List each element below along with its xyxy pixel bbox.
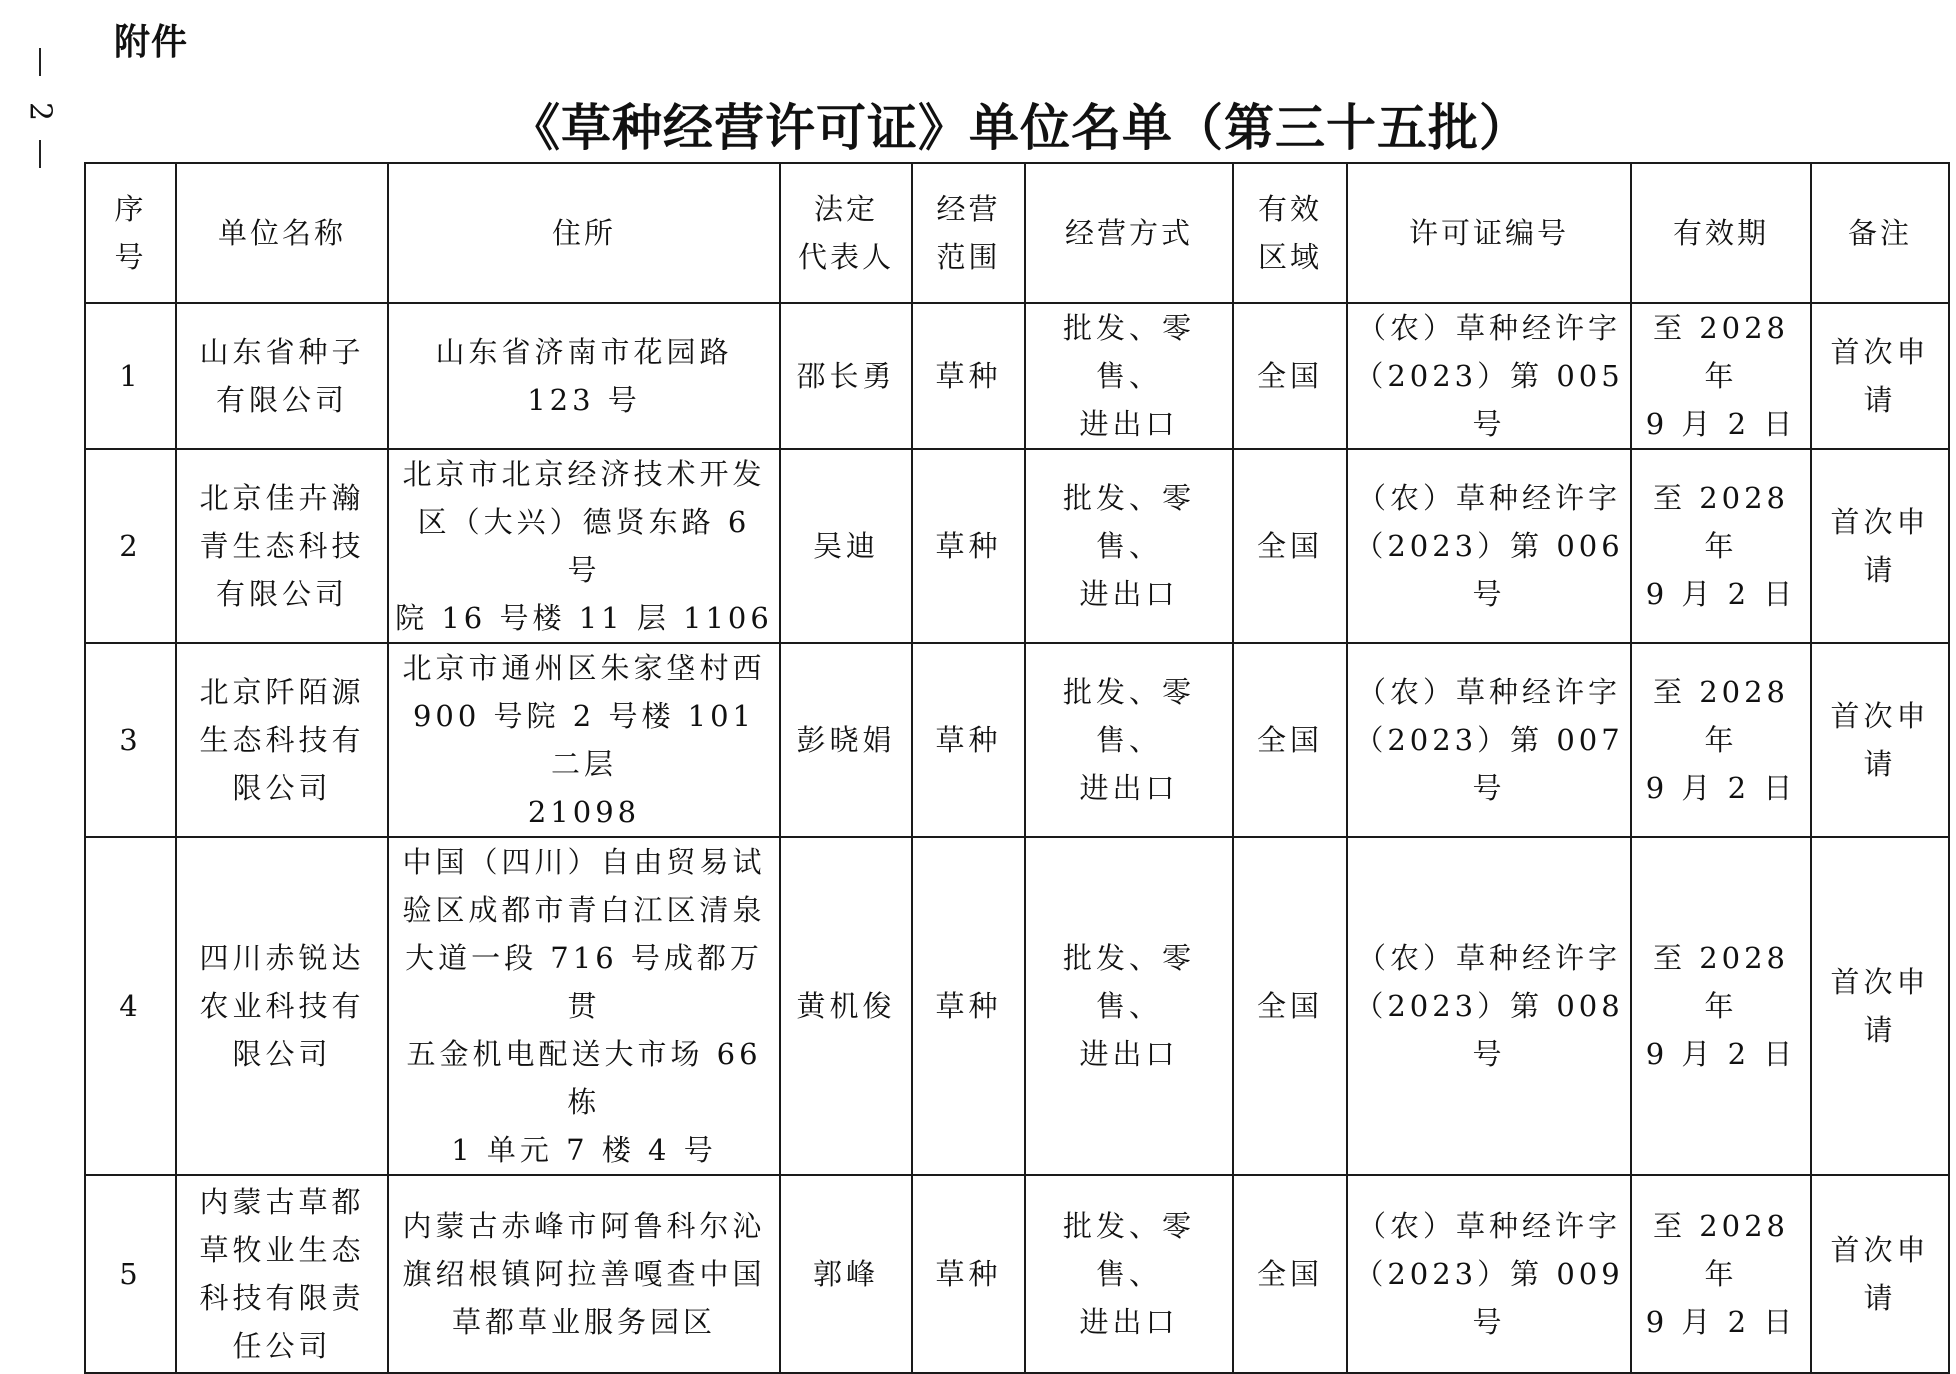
cell-no: 3 bbox=[85, 643, 176, 837]
cell-company: 四川赤锐达 农业科技有 限公司 bbox=[176, 837, 388, 1175]
cell-scope: 草种 bbox=[912, 449, 1025, 643]
col-header-legal-rep: 法定 代表人 bbox=[780, 163, 912, 303]
table-row bbox=[85, 303, 1949, 449]
cell-remark: 首次申 请 bbox=[1811, 837, 1949, 1175]
table-row bbox=[85, 643, 1949, 837]
cell-legal-rep: 吴迪 bbox=[780, 449, 912, 643]
cell-mode: 批发、零售、 进出口 bbox=[1025, 643, 1233, 837]
table-row bbox=[85, 837, 1949, 1175]
page-dash-top bbox=[39, 48, 41, 76]
cell-legal-rep: 黄机俊 bbox=[780, 837, 912, 1175]
table-row bbox=[85, 1175, 1949, 1373]
cell-company: 北京阡陌源 生态科技有 限公司 bbox=[176, 643, 388, 837]
cell-region: 全国 bbox=[1233, 303, 1347, 449]
cell-region: 全国 bbox=[1233, 449, 1347, 643]
cell-validity: 至 2028 年 9 月 2 日 bbox=[1631, 643, 1811, 837]
cell-scope: 草种 bbox=[912, 837, 1025, 1175]
cell-address: 北京市通州区朱家垡村西 900 号院 2 号楼 101 二层 21098 bbox=[388, 643, 780, 837]
page-number-marker bbox=[18, 48, 62, 168]
col-header-company: 单位名称 bbox=[176, 163, 388, 303]
col-header-scope: 经营 范围 bbox=[912, 163, 1025, 303]
page-dash-bottom bbox=[39, 140, 41, 168]
cell-license: （农）草种经许字 （2023）第 006 号 bbox=[1347, 449, 1631, 643]
table-row bbox=[85, 449, 1949, 643]
cell-address: 山东省济南市花园路 123 号 bbox=[388, 303, 780, 449]
cell-remark: 首次申 请 bbox=[1811, 303, 1949, 449]
cell-license: （农）草种经许字 （2023）第 007 号 bbox=[1347, 643, 1631, 837]
cell-remark: 首次申 请 bbox=[1811, 449, 1949, 643]
cell-no: 2 bbox=[85, 449, 176, 643]
cell-region: 全国 bbox=[1233, 643, 1347, 837]
cell-company: 山东省种子 有限公司 bbox=[176, 303, 388, 449]
cell-mode: 批发、零售、 进出口 bbox=[1025, 837, 1233, 1175]
cell-region: 全国 bbox=[1233, 1175, 1347, 1373]
col-header-mode: 经营方式 bbox=[1025, 163, 1233, 303]
cell-scope: 草种 bbox=[912, 1175, 1025, 1373]
col-header-address: 住所 bbox=[388, 163, 780, 303]
col-header-validity: 有效期 bbox=[1631, 163, 1811, 303]
cell-license: （农）草种经许字 （2023）第 005 号 bbox=[1347, 303, 1631, 449]
cell-legal-rep: 邵长勇 bbox=[780, 303, 912, 449]
cell-mode: 批发、零售、 进出口 bbox=[1025, 449, 1233, 643]
cell-validity: 至 2028 年 9 月 2 日 bbox=[1631, 1175, 1811, 1373]
col-header-license: 许可证编号 bbox=[1347, 163, 1631, 303]
cell-no: 1 bbox=[85, 303, 176, 449]
cell-mode: 批发、零售、 进出口 bbox=[1025, 303, 1233, 449]
cell-address: 中国（四川）自由贸易试 验区成都市青白江区清泉 大道一段 716 号成都万贯 五金机电配送大市场 66 栋 1 单元 7 楼 4 号 bbox=[388, 837, 780, 1175]
cell-validity: 至 2028 年 9 月 2 日 bbox=[1631, 449, 1811, 643]
cell-remark: 首次申 请 bbox=[1811, 643, 1949, 837]
cell-license: （农）草种经许字 （2023）第 009 号 bbox=[1347, 1175, 1631, 1373]
cell-legal-rep: 郭峰 bbox=[780, 1175, 912, 1373]
cell-region: 全国 bbox=[1233, 837, 1347, 1175]
col-header-region: 有效 区域 bbox=[1233, 163, 1347, 303]
cell-address: 内蒙古赤峰市阿鲁科尔沁 旗绍根镇阿拉善嘎查中国 草都草业服务园区 bbox=[388, 1175, 780, 1373]
cell-validity: 至 2028 年 9 月 2 日 bbox=[1631, 837, 1811, 1175]
cell-mode: 批发、零售、 进出口 bbox=[1025, 1175, 1233, 1373]
cell-validity: 至 2028 年 9 月 2 日 bbox=[1631, 303, 1811, 449]
page-number: 2 bbox=[22, 101, 58, 122]
cell-scope: 草种 bbox=[912, 643, 1025, 837]
cell-address: 北京市北京经济技术开发 区（大兴）德贤东路 6 号 院 16 号楼 11 层 1106 bbox=[388, 449, 780, 643]
cell-remark: 首次申 请 bbox=[1811, 1175, 1949, 1373]
cell-company: 内蒙古草都 草牧业生态 科技有限责 任公司 bbox=[176, 1175, 388, 1373]
cell-no: 4 bbox=[85, 837, 176, 1175]
cell-legal-rep: 彭晓娟 bbox=[780, 643, 912, 837]
table-header-row bbox=[85, 163, 1949, 303]
col-header-remark: 备注 bbox=[1811, 163, 1949, 303]
col-header-no: 序 号 bbox=[85, 163, 176, 303]
cell-no: 5 bbox=[85, 1175, 176, 1373]
cell-scope: 草种 bbox=[912, 303, 1025, 449]
license-roster-table bbox=[84, 162, 1950, 1374]
cell-company: 北京佳卉瀚 青生态科技 有限公司 bbox=[176, 449, 388, 643]
cell-license: （农）草种经许字 （2023）第 008 号 bbox=[1347, 837, 1631, 1175]
attachment-label: 附件 bbox=[114, 22, 189, 63]
document-title: 《草种经营许可证》单位名单（第三十五批） bbox=[510, 98, 1530, 157]
